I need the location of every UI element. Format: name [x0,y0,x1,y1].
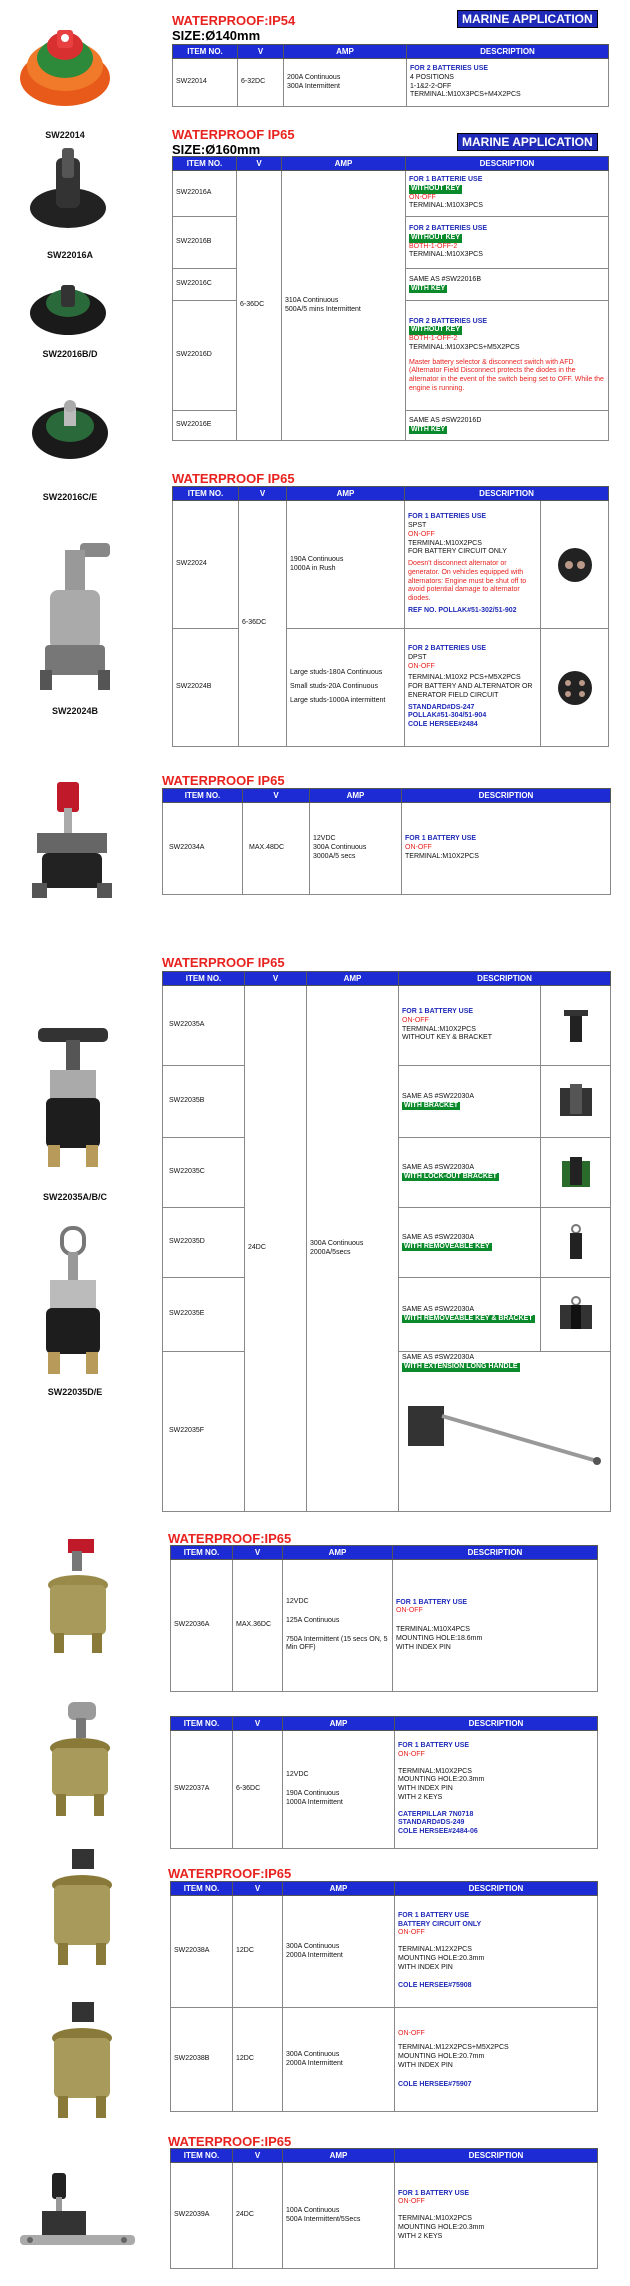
spec-table: ITEM NO. V AMP DESCRIPTION SW22016A 6-36DC 310A Continuous 500A/5 mins Intermittent FOR 1 BATTERIE USE WITHOUT KEY ON-OFF TERMINAL:M10X3PCS SW22016B FOR 2 BATTERIES USE WITHOUT KEY BOTH-1-OFF-2 TERMINAL:M10X3PCS SW22016C SAME AS #SW22016B WITH KEY SW22016D FOR 2 BATTERIES USE WITHOUT KEY BOTH-1-OFF-2 TERMINAL:M10X3PCS+M5X2PCS Master battery selector & disconnect switch with AFD (Alternator Field Disconnect protects the diodes in the alternator in the event of the switch being set to OFF. While the engine is running. SW22016E SAME AS #SW22016D WITH KEY [172,156,609,441]
table-row: SW22035A 24DC 300A Continuous 2000A/5secs FOR 1 BATTERY USE ON-OFF TERMINAL:M10X2PCS WITHOUT KEY & BRACKET [163,986,611,1066]
voltage: 6-32DC [238,59,284,107]
bracket-thumbnail-image [556,1082,596,1122]
key-plate-switch-image [12,2165,142,2275]
voltage: 6-36DC [239,501,287,747]
lockout-bracket-thumbnail-image [556,1153,596,1193]
table-row: SW22038A 12DC 300A Continuous 2000A Intermittent FOR 1 BATTERY USE BATTERY CIRCUIT ONLY ON-OFF TERMINAL:M12X2PCS MOUNTING HOLE:20.3mm WITH INDEX PIN COLE HERSEE#75908 [171,1896,598,2008]
spec-table: ITEM NO. V AMP DESCRIPTION SW22024 6-36DC 190A Continuous 1000A in Rush FOR 1 BATTERIES USE SPST ON-OFF TERMINAL:M10X2PCS FOR BATTERY CIRCUIT ONLY Doesn't disconnect alternator or generator. On vehicles equipped with alternators: Engine must be shut off to avoid potential damage to alternator diodes. REF NO. POLLAK#51-302/51-902 SW22024B Large studs-180A Continuous Small studs-20A Continuous Large studs-1000A intermittent FOR 2 BATTERIES USE DPST ON-OFF TERMINAL:M10X2 PCS+M5X2PCS FOR BATTERY AND ALTERNATOR OR ENERATOR FIELD CIRCUIT STANDARD#DS-247 POLLAK#51-304/51-904 COLE HERSEE#2484 [172,486,609,747]
table-row: SW22039A 24DC 100A Continuous 500A Intermittent/5Secs FOR 1 BATTERY USE ON-OFF TERMINAL:M10X2PCS MOUNTING HOLE:20.3mm WITH 2 KEYS [171,2163,598,2269]
switch-thumbnail-image [555,668,595,708]
switch-thumbnail-image [555,545,595,585]
table-row: SW22016E SAME AS #SW22016D WITH KEY [173,411,609,441]
key-switch-image [28,378,113,488]
brass-switch-image [38,1535,118,1665]
col-desc: DESCRIPTION [407,45,609,59]
product-caption: SW22024B [51,706,99,716]
red-key-switch-image [12,778,122,908]
marine-application-badge: MARINE APPLICATION [457,133,598,151]
removable-key-switch-image [28,1222,118,1382]
lever-switch-image [30,535,120,700]
product-caption: SW22016B/D [42,349,98,359]
brass-key-switch-image [40,1698,120,1828]
switch-thumbnail-image [556,1006,596,1046]
amp: 310A Continuous 500A/5 mins Intermittent [282,171,406,441]
table-row: SW22016A 6-36DC 310A Continuous 500A/5 mins Intermittent FOR 1 BATTERIE USE WITHOUT KEY ON-OFF TERMINAL:M10X3PCS [173,171,609,217]
section-heading: WATERPROOF:IP65 [168,1866,292,1881]
section-heading: WATERPROOF IP65 [172,471,295,486]
section-heading: WATERPROOF IP65 [172,127,295,142]
red-battery-switch-image [15,8,115,118]
table-row: SW22035B SAME AS #SW22030A WITH BRACKET [163,1066,611,1138]
amp: 300A Continuous 2000A/5secs [307,986,399,1512]
spec-table [172,44,609,107]
voltage: 24DC [245,986,307,1512]
product-caption: SW22035D/E [47,1387,103,1397]
description: FOR 2 BATTERIES USE 4 POSITIONS 1-1&2-2-OFF TERMINAL:M10X3PCS+M4X2PCS [407,59,609,107]
size-label: SIZE:Ø160mm [172,142,261,157]
table-row: SW22036A MAX.36DC 12VDC 125A Continuous 750A Intermittent (15 secs ON, 5 Min OFF) FOR 1 BATTERY USE ON-OFF TERMINAL:M10X4PCS MOUNTING HOLE:18.6mm WITH INDEX PIN [171,1560,598,1692]
section-heading: WATERPROOF IP65 [162,955,285,970]
section-heading: WATERPROOF:IP65 [168,1531,292,1546]
product-caption: SW22014 [45,130,85,140]
table-row: SW22037A 6-36DC 12VDC 190A Continuous 1000A Intermittent FOR 1 BATTERY USE ON-OFF TERMINAL:M10X2PCS MOUNTING HOLE:20.3mm WITH INDEX PIN WITH 2 KEYS CATERPILLAR 7N0718 STANDARD#DS-249 COLE HERSEE#2484-06 [171,1731,598,1849]
spec-table: ITEM NO. V AMP DESCRIPTION SW22036A MAX.36DC 12VDC 125A Continuous 750A Intermittent (15 secs ON, 5 Min OFF) FOR 1 BATTERY USE ON-OFF TERMINAL:M10X4PCS MOUNTING HOLE:18.6mm WITH INDEX PIN [170,1545,598,1692]
product-caption: SW22035A/B/C [42,1192,108,1202]
brass-switch-a-image [42,1845,122,1975]
table-row: SW22034A MAX.48DC 12VDC 300A Continuous 3000A/5 secs FOR 1 BATTERY USE ON-OFF TERMINAL:M10X2PCS [163,803,611,895]
item-no: SW22014 [173,59,238,107]
col-amp: AMP [284,45,407,59]
section-heading: WATERPROOF:IP65 [168,2134,292,2149]
col-item: ITEM NO. [173,45,238,59]
extension-handle-image [402,1376,602,1466]
handle-switch-image [28,1020,118,1190]
green-switch-image [28,265,108,345]
spec-table: ITEM NO. V AMP DESCRIPTION SW22038A 12DC 300A Continuous 2000A Intermittent FOR 1 BATTERY USE BATTERY CIRCUIT ONLY ON-OFF TERMINAL:M12X2PCS MOUNTING HOLE:20.3mm WITH INDEX PIN COLE HERSEE#75908 SW22038B 12DC 300A Continuous 2000A Intermittent ON-OFF TERMINAL:M12X2PCS+M5X2PCS MOUNTING HOLE:20.7mm WITH INDEX PIN COLE HERSEE#75907 [170,1881,598,2112]
product-caption: SW22016A [46,250,94,260]
table-row: SW22038B 12DC 300A Continuous 2000A Intermittent ON-OFF TERMINAL:M12X2PCS+M5X2PCS MOUNTING HOLE:20.7mm WITH INDEX PIN COLE HERSEE#75907 [171,2008,598,2112]
spec-table: ITEM NO. V AMP DESCRIPTION SW22039A 24DC 100A Continuous 500A Intermittent/5Secs FOR 1 BATTERY USE ON-OFF TERMINAL:M10X2PCS MOUNTING HOLE:20.3mm WITH 2 KEYS [170,2148,598,2269]
table-row: SW22035E SAME AS #SW22030A WITH REMOVEABLE KEY & BRACKET [163,1278,611,1352]
table-row: SW22035C SAME AS #SW22030A WITH LOCK-OUT BRACKET [163,1138,611,1208]
spec-table: ITEM NO. V AMP DESCRIPTION SW22034A MAX.48DC 12VDC 300A Continuous 3000A/5 secs FOR 1 BATTERY USE ON-OFF TERMINAL:M10X2PCS [162,788,611,895]
key-bracket-thumbnail-image [556,1295,596,1335]
product-caption: SW22016C/E [42,492,98,502]
spec-table: ITEM NO. V AMP DESCRIPTION SW22035A 24DC 300A Continuous 2000A/5secs FOR 1 BATTERY USE ON-OFF TERMINAL:M10X2PCS WITHOUT KEY & BRACKET SW22035B SAME AS #SW22030A WITH BRACKET SW22035C SAME AS #SW22030A WITH LOCK-OUT BRACKET SW22035D SAME AS #SW22030A WITH REMOVEABLE KEY SW22035E SAME AS #SW22030A WITH REMOVEABLE KEY & BRACKET SW22035F SAME AS #SW22030A WITH EXTENSION LONG HANDLE [162,971,611,1512]
table-row: SW22016D FOR 2 BATTERIES USE WITHOUT KEY BOTH-1-OFF-2 TERMINAL:M10X3PCS+M5X2PCS Master battery selector & disconnect switch with AFD (Alternator Field Disconnect protects the diodes in the alternator in the event of the switch being set to OFF. While the engine is running. [173,301,609,411]
amp: 200A Continuous 300A Intermittent [284,59,407,107]
table-row: SW22016C SAME AS #SW22016B WITH KEY [173,269,609,301]
table-row: SW22035F SAME AS #SW22030A WITH EXTENSION LONG HANDLE [163,1352,611,1512]
size-label: SIZE:Ø140mm [172,28,261,43]
table-row [173,59,609,107]
voltage: 6-36DC [237,171,282,441]
table-row: SW22024 6-36DC 190A Continuous 1000A in Rush FOR 1 BATTERIES USE SPST ON-OFF TERMINAL:M10X2PCS FOR BATTERY CIRCUIT ONLY Doesn't disconnect alternator or generator. On vehicles equipped with alternators: Engine must be shut off to avoid potential damage to alternator diodes. REF NO. POLLAK#51-302/51-902 [173,501,609,629]
key-thumbnail-image [556,1223,596,1263]
marine-application-badge: MARINE APPLICATION [457,10,598,28]
table-row: SW22024B Large studs-180A Continuous Small studs-20A Continuous Large studs-1000A intermittent FOR 2 BATTERIES USE DPST ON-OFF TERMINAL:M10X2 PCS+M5X2PCS FOR BATTERY AND ALTERNATOR OR ENERATOR FIELD CIRCUIT STANDARD#DS-247 POLLAK#51-304/51-904 COLE HERSEE#2484 [173,629,609,747]
col-v: V [238,45,284,59]
brass-switch-b-image [42,1998,122,2128]
black-switch-image [28,138,108,248]
section-heading: WATERPROOF IP65 [162,773,285,788]
table-row: SW22016B FOR 2 BATTERIES USE WITHOUT KEY BOTH-1-OFF-2 TERMINAL:M10X3PCS [173,217,609,269]
section-heading: WATERPROOF:IP54 [172,13,296,28]
spec-table: ITEM NO. V AMP DESCRIPTION SW22037A 6-36DC 12VDC 190A Continuous 1000A Intermittent FOR 1 BATTERY USE ON-OFF TERMINAL:M10X2PCS MOUNTING HOLE:20.3mm WITH INDEX PIN WITH 2 KEYS CATERPILLAR 7N0718 STANDARD#DS-249 COLE HERSEE#2484-06 [170,1716,598,1849]
table-row: SW22035D SAME AS #SW22030A WITH REMOVEABLE KEY [163,1208,611,1278]
